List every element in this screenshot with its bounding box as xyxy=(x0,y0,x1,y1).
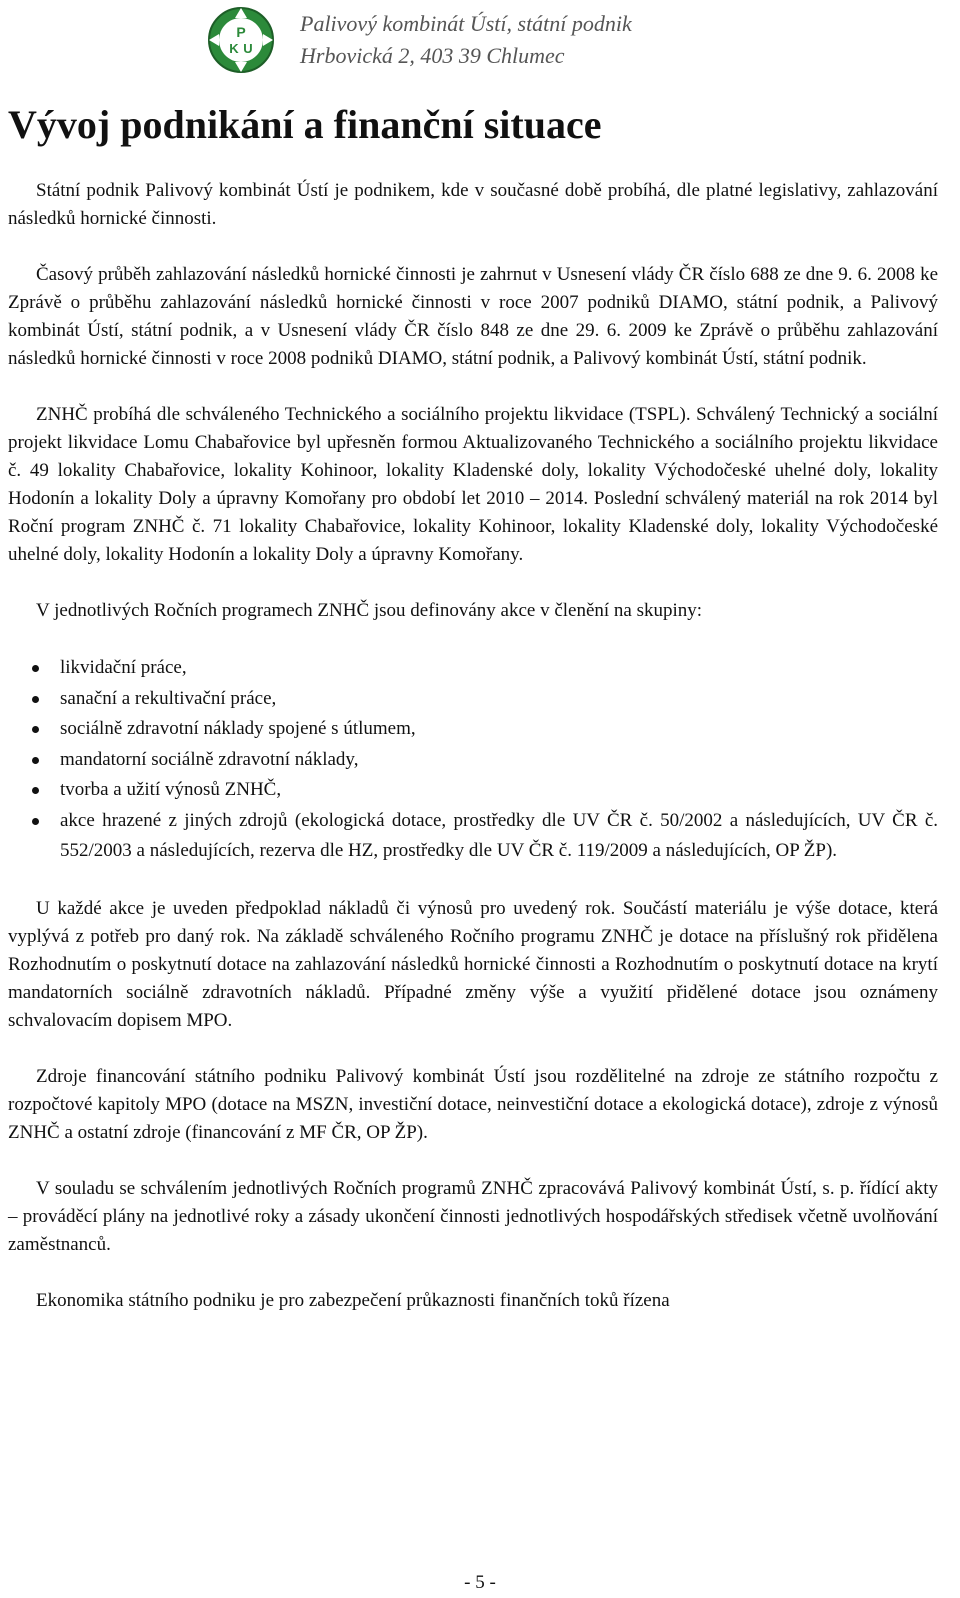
header-address: Hrbovická 2, 403 39 Chlumec xyxy=(300,43,565,68)
document-header xyxy=(300,8,720,72)
document-body xyxy=(8,177,938,1315)
svg-text:U: U xyxy=(243,41,253,56)
list-item: sociálně zdravotní náklady spojené s útlumem, xyxy=(8,714,938,745)
paragraph-tspl: ZNHČ probíhá dle schváleného Technického a sociálního projektu likvidace (TSPL). Schválený Technický a sociální projekt likvidace Lomu Chabařovice byl upřesněn formou Aktualizovaného Technického a sociálního projektu likvidace č. 49 lokality Chabařovice, lokality Kohinoor, lokality Kladenské doly, lokality Východočeské uhelné doly, lokality Hodonín a lokality Doly a úpravny Komořany pro období let 2010 – 2014. Poslední schválený materiál na rok 2014 byl Roční program ZNHČ č. 71 lokality Chabařovice, lokality Kohinoor, lokality Kladenské doly, lokality Východočeské uhelné doly, lokality Hodonín a lokality Doly a úpravny Komořany. xyxy=(8,404,938,565)
svg-text:P: P xyxy=(236,24,246,40)
bullet-icon xyxy=(32,696,39,703)
list-item: likvidační práce, xyxy=(8,653,938,684)
paragraph-costs: U každé akce je uveden předpoklad nákladů či výnosů pro uvedený rok. Součástí materiálu je výše dotace, která vyplývá z potřeb pro daný rok. Na základě schváleného Ročního programu ZNHČ je dotace na příslušný rok přidělena Rozhodnutím o poskytnutí dotace na zahlazování následků hornické činnosti a Rozhodnutím o poskytnutí dotace na krytí mandatorních sociálně zdravotních nákladů. Případné změny výše a využití přidělené dotace jsou oznámeny schvalovacím dopisem MPO. xyxy=(8,897,938,1031)
company-logo-icon xyxy=(207,6,275,74)
paragraph-groups-intro: V jednotlivých Ročních programech ZNHČ jsou definovány akce v členění na skupiny: xyxy=(36,600,703,621)
list-item: sanační a rekultivační práce, xyxy=(8,684,938,715)
paragraph-plans: V souladu se schválením jednotlivých Ročních programů ZNHČ zpracovává Palivový kombinát Ústí, s. p. řídící akty – prováděcí plány na jednotlivé roky a zásady ukončení činnosti jednotlivých hospodářských středisek včetně uvolňování zaměstnanců. xyxy=(8,1177,938,1255)
page-number: - 5 - xyxy=(464,1572,496,1593)
spacer xyxy=(8,625,938,653)
action-groups-list xyxy=(8,653,938,867)
header-company-name: Palivový kombinát Ústí, státní podnik xyxy=(300,11,632,36)
page-title: Vývoj podnikání a finanční situace xyxy=(8,102,602,147)
paragraph-funding: Zdroje financování státního podniku Palivový kombinát Ústí jsou rozdělitelné na zdroje ze státního rozpočtu z rozpočtové kapitoly MPO (dotace na MSZN, investiční dotace, neinvestiční dotace a ekologická dotace), zdroje z výnosů ZNHČ a ostatní zdroje (financování z MF ČR, OP ŽP). xyxy=(8,1065,938,1143)
spacer xyxy=(8,1147,938,1175)
bullet-icon xyxy=(32,726,39,733)
bullet-icon xyxy=(32,665,39,672)
bullet-icon xyxy=(32,757,39,764)
spacer xyxy=(8,1259,938,1287)
bullet-icon xyxy=(32,818,39,825)
paragraph-intro: Státní podnik Palivový kombinát Ústí je podnikem, kde v současné době probíhá, dle platné legislativy, zahlazování následků hornické činnosti. xyxy=(8,180,938,229)
bullet-icon xyxy=(32,787,39,794)
spacer xyxy=(8,373,938,401)
spacer xyxy=(8,569,938,597)
paragraph-economics: Ekonomika státního podniku je pro zabezpečení průkaznosti finančních toků řízena xyxy=(36,1289,670,1311)
svg-text:K: K xyxy=(229,41,239,56)
list-item: tvorba a užití výnosů ZNHČ, xyxy=(8,775,938,806)
spacer xyxy=(8,233,938,261)
spacer xyxy=(8,867,938,895)
paragraph-timeline: Časový průběh zahlazování následků hornické činnosti je zahrnut v Usnesení vlády ČR číslo 688 ze dne 9. 6. 2008 ke Zprávě o průběhu zahlazování následků hornické činnosti v roce 2007 podniků DIAMO, státní podnik, a Palivový kombinát Ústí, státní podnik, a v Usnesení vlády ČR číslo 848 ze dne 29. 6. 2009 ke Zprávě o průběhu zahlazování následků hornické činnosti v roce 2008 podniků DIAMO, státní podnik, a Palivový kombinát Ústí, státní podnik. xyxy=(8,264,938,369)
spacer xyxy=(8,1035,938,1063)
list-item: akce hrazené z jiných zdrojů (ekologická dotace, prostředky dle UV ČR č. 50/2002 a následujících, UV ČR č. 552/2003 a následujících, rezerva dle HZ, prostředky dle UV ČR č. 119/2009 a následujících, OP ŽP). xyxy=(8,806,938,867)
list-item: mandatorní sociálně zdravotní náklady, xyxy=(8,745,938,776)
